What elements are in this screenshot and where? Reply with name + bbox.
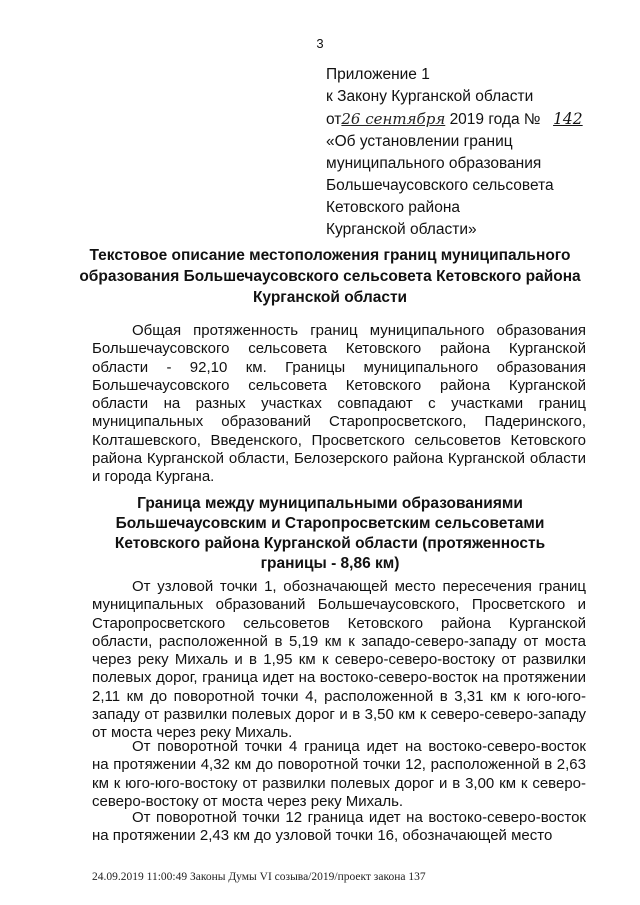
appendix-date-line: [326, 108, 626, 131]
appendix-line-2: к Закону Курганской области: [326, 88, 534, 105]
handwritten-law-number: 142: [553, 110, 583, 128]
paragraph-point-4: От поворотной точки 4 граница идет на востоко-северо-восток на протяжении 4,32 км до поворотной точки 12, расположенной в 2,63 км к юго-юго-востоку от развилки полевых дорог и в 3,00 км к северо-северо-востоку от моста через реку Михаль.: [92, 738, 586, 810]
appendix-line-1: Приложение 1: [326, 66, 430, 83]
appendix-line-5: муниципального образования: [326, 155, 542, 172]
paragraph-total-length: Общая протяженность границ муниципального образования Большечаусовского сельсовета Кетовского района Курганской области - 92,10 км. Границы муниципального образования Большечаусовского сельсовета Кетовского района Курганской области на разных участках совпадают с участками границ муниципальных образований Старопросветского, Падеринского, Колташевского, Введенского, Просветского сельсоветов Кетовского района Курганской области, Белозерского района Курганской области и города Кургана.: [92, 322, 586, 486]
footer-stamp: 24.09.2019 11:00:49 Законы Думы VI созыва/2019/проект закона 137: [92, 871, 426, 883]
document-title: Текстовое описание местоположения границ муниципального образования Большечаусовского сельсовета Кетовского района Курганской области: [79, 247, 581, 306]
paragraph-point-12: От поворотной точки 12 граница идет на востоко-северо-восток на протяжении 2,43 км до узловой точки 16, обозначающей место: [92, 809, 586, 845]
section-title: Граница между муниципальными образованиями Большечаусовским и Старопросветским сельсоветами Кетовского района Курганской области (протяженность границы - 8,86 км): [114, 495, 546, 572]
date-suffix: 2019 года №: [449, 111, 541, 128]
page-number: 3: [316, 36, 324, 51]
appendix-line-8: Курганской области»: [326, 221, 477, 238]
appendix-line-7: Кетовского района: [326, 199, 461, 216]
date-prefix: от: [326, 111, 342, 128]
appendix-line-6: Большечаусовского сельсовета: [326, 177, 554, 194]
appendix-line-4: «Об установлении границ: [326, 133, 513, 150]
paragraph-point-1: От узловой точки 1, обозначающей место пересечения границ муниципальных образований Большечаусовского, Просветского и Старопросветского сельсоветов Кетовского района Курганской области, расположенной в 5,19 км к западо-северо-западу от моста через реку Михаль и в 1,95 км к северо-северо-востоку от развилки полевых дорог, граница идет на востоко-северо-восток на протяжении 2,11 км до поворотной точки 4, расположенной в 3,31 км к юго-юго-западу от развилки полевых дорог и в 3,50 км к северо-северо-западу от моста через реку Михаль.: [92, 578, 586, 742]
handwritten-date: 26 сентября: [341, 110, 446, 128]
appendix-block: [326, 64, 626, 241]
